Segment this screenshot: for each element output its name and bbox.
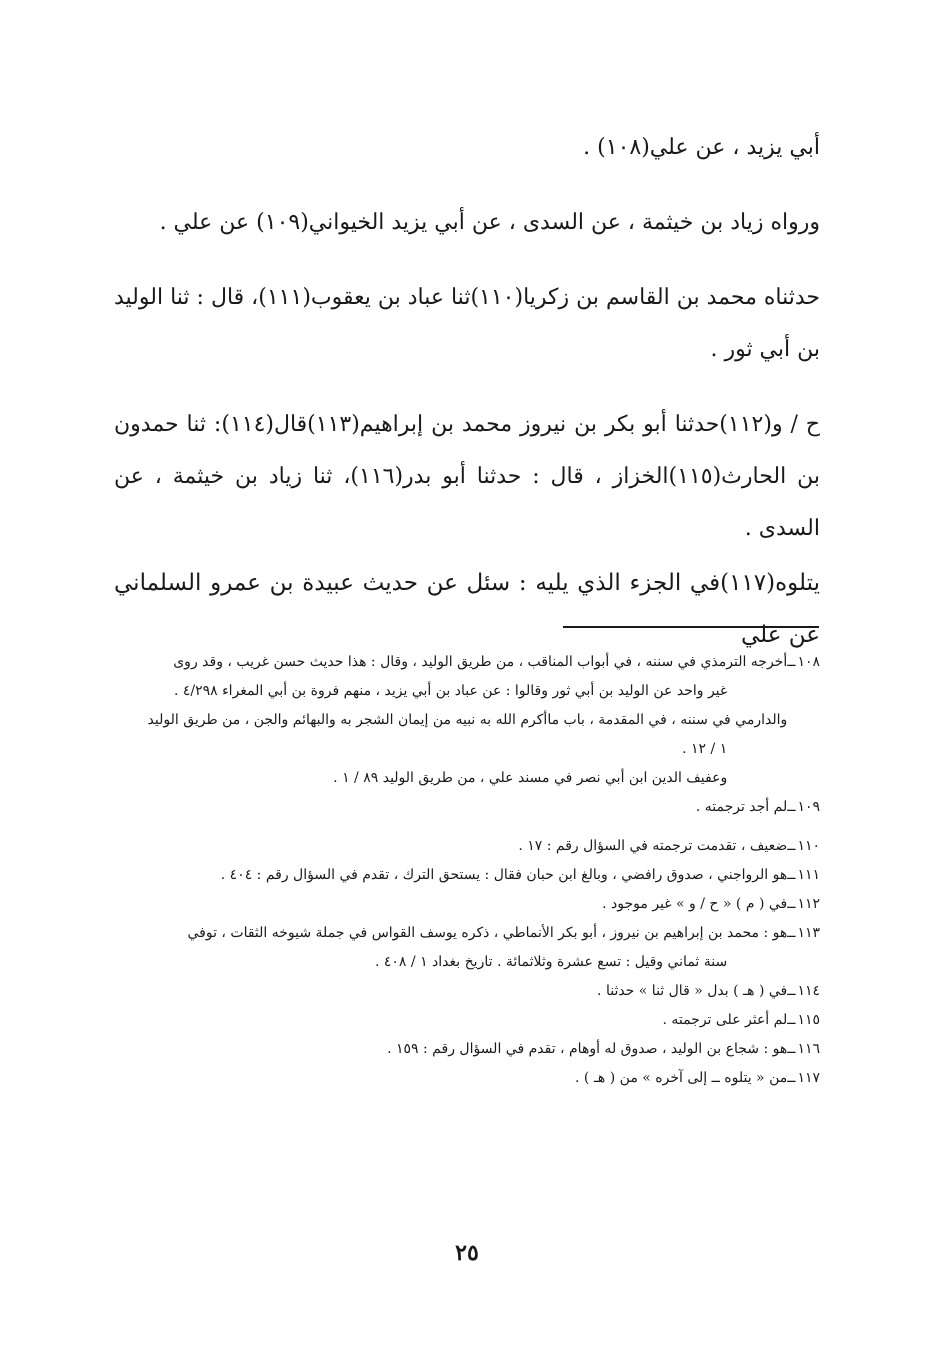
footnote-108: ١٠٨ ــ أخرجه الترمذي في سننه ، في أبواب المناقب ، من طريق الوليد ، وقال : هذا حديث حسن غريب ، وقد روى غير واحد عن الوليد بن أبي ثور وقالوا : عن عباد بن أبي يزيد ، منهم فروة بن أبي المغراء ٤/٢٩٨ . والدارمي في سننه ، في المقدمة ، باب ماأكرم الله به نبيه من إيمان الشجر به والبهائم والجن ، من طريق الوليد ١ / ١٢ . وعفيف الدين ابن أبي نصر في مسند علي ، من طريق الوليد ٨٩ / ١ . <box>110 648 820 793</box>
footnote-113: ١١٣ ــ هو : محمد بن إبراهيم بن نيروز ، أبو بكر الأنماطي ، ذكره يوسف القواس في جملة شيوخه الثقات ، توفي سنة ثماني وقيل : تسع عشرة وثلاثمائة . تاريخ بغداد ١ / ٤٠٨ . <box>110 919 820 977</box>
footnote-109: ١٠٩ ــ لم أجد ترجمته . <box>110 793 820 822</box>
main-paragraph-2: ورواه زياد بن خيثمة ، عن السدى ، عن أبي يزيد الخيواني(١٠٩) عن علي . <box>159 210 820 235</box>
footnote-line: لم أعثر على ترجمته . <box>662 1012 788 1028</box>
footnote-line: هو الرواجني ، صدوق رافضي ، وبالغ ابن حبان فقال : يستحق الترك ، تقدم في السؤال رقم : ٤٠٤ . <box>220 867 788 883</box>
footnote-line: أخرجه الترمذي في سننه ، في أبواب المناقب ، من طريق الوليد ، وقال : هذا حديث حسن غريب ، وقد روى <box>173 654 788 670</box>
footnote-line: في ( هـ ) بدل « قال ثنا » حدثنا . <box>597 983 788 999</box>
footnote-line: وعفيف الدين ابن أبي نصر في مسند علي ، من طريق الوليد ٨٩ / ١ . <box>333 770 728 786</box>
footnote-line: ١ / ١٢ . <box>682 741 728 757</box>
footnote-number: ١١٠ <box>797 838 820 854</box>
main-paragraph-4: ح / و(١١٢)حدثنا أبو بكر بن نيروز محمد بن إبراهيم(١١٣)قال(١١٤): ثنا حمدون بن الحارث(١١٥)الخزاز ، قال : حدثنا أبو بدر(١١٦)، ثنا زياد بن خيثمة ، عن السدى . <box>114 412 821 541</box>
footnote-110: ١١٠ ــ ضعيف ، تقدمت ترجمته في السؤال رقم : ١٧ . <box>110 832 820 861</box>
footnotes-list <box>110 648 820 1093</box>
footnote-line: في ( م ) « ح / و » غير موجود . <box>602 896 788 912</box>
footnote-separator <box>563 626 819 628</box>
footnote-111: ١١١ ــ هو الرواجني ، صدوق رافضي ، وبالغ ابن حبان فقال : يستحق الترك ، تقدم في السؤال رقم : ٤٠٤ . <box>110 861 820 890</box>
main-paragraph-5: يتلوه(١١٧)في الجزء الذي يليه : سئل عن حديث عبيدة بن عمرو السلماني عن علي <box>114 570 820 648</box>
footnote-line: من « يتلوه ــ إلى آخره » من ( هـ ) . <box>575 1070 788 1086</box>
footnote-line: هو : شجاع بن الوليد ، صدوق له أوهام ، تقدم في السؤال رقم : ١٥٩ . <box>387 1041 788 1057</box>
main-paragraph-1: أبي يزيد ، عن علي(١٠٨) . <box>583 135 820 160</box>
footnote-line: ضعيف ، تقدمت ترجمته في السؤال رقم : ١٧ . <box>518 838 788 854</box>
footnote-number: ١١٤ <box>797 983 820 999</box>
footnote-line: لم أجد ترجمته . <box>695 799 788 815</box>
footnote-line: سنة ثماني وقيل : تسع عشرة وثلاثمائة . تاريخ بغداد ١ / ٤٠٨ . <box>374 954 728 970</box>
footnote-number: ١١٣ <box>797 925 820 941</box>
footnote-114: ١١٤ ــ في ( هـ ) بدل « قال ثنا » حدثنا . <box>110 977 820 1006</box>
footnote-line: هو : محمد بن إبراهيم بن نيروز ، أبو بكر الأنماطي ، ذكره يوسف القواس في جملة شيوخه الثقات ، توفي <box>187 925 788 941</box>
footnote-116: ١١٦ ــ هو : شجاع بن الوليد ، صدوق له أوهام ، تقدم في السؤال رقم : ١٥٩ . <box>110 1035 820 1064</box>
footnote-number: ١١٧ <box>797 1070 820 1086</box>
footnote-number: ١١٥ <box>797 1012 820 1028</box>
footnote-number: ١٠٩ <box>797 799 820 815</box>
footnote-117: ١١٧ ــ من « يتلوه ــ إلى آخره » من ( هـ ) . <box>110 1064 820 1093</box>
main-paragraph-3: حدثناه محمد بن القاسم بن زكريا(١١٠)ثنا عباد بن يعقوب(١١١)، قال : ثنا الوليد بن أبي ثور . <box>114 285 821 362</box>
page-number: ٢٥ <box>455 1240 479 1266</box>
footnote-number: ١١٦ <box>797 1041 820 1057</box>
footnote-115: ١١٥ ــ لم أعثر على ترجمته . <box>110 1006 820 1035</box>
footnote-112: ١١٢ ــ في ( م ) « ح / و » غير موجود . <box>110 890 820 919</box>
footnote-number: ١١٢ <box>797 896 820 912</box>
footnote-line: والدارمي في سننه ، في المقدمة ، باب ماأكرم الله به نبيه من إيمان الشجر به والبهائم والجن ، من طريق الوليد <box>147 712 788 728</box>
footnote-number: ١٠٨ <box>797 654 820 670</box>
footnote-body <box>110 648 787 793</box>
footnote-number: ١١١ <box>797 867 820 883</box>
footnote-line: غير واحد عن الوليد بن أبي ثور وقالوا : عن عباد بن أبي يزيد ، منهم فروة بن أبي المغراء ٤/٢٩٨ . <box>173 683 728 699</box>
footnote-body <box>110 919 787 977</box>
